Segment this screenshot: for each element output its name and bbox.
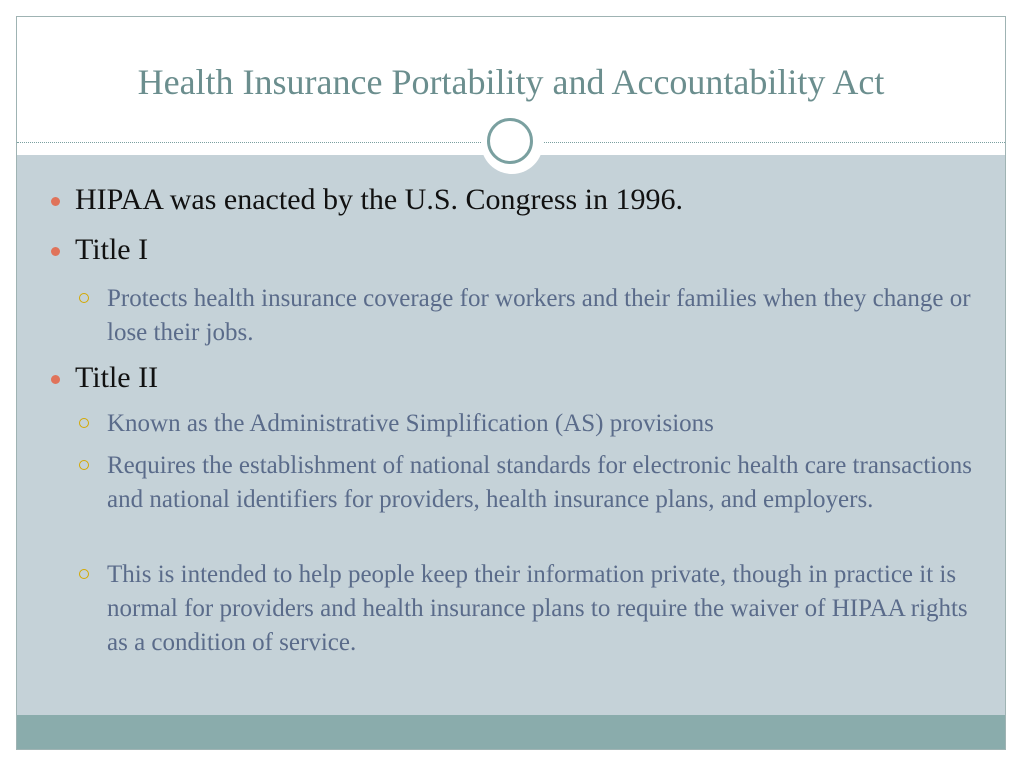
content-area [17,155,1005,715]
sub-bullet-text: Requires the establishment of national standards for electronic health care transactions and national identifiers for providers, health insurance plans, and employers. [107,452,972,513]
bullet-text: Title II [75,361,159,394]
decorative-circle-icon [487,118,533,164]
bullet-dot-icon [51,197,60,206]
sub-bullet-item-as-provisions [107,407,987,441]
sub-bullet-ring-icon [79,460,89,470]
sub-bullet-item-privacy [107,558,987,660]
bullet-item-enactment [75,183,683,217]
sub-bullet-ring-icon [79,418,89,428]
bullet-text: Title I [75,233,149,266]
sub-bullet-text: Protects health insurance coverage for workers and their families when they change or lose their jobs. [107,285,971,346]
bullet-item-title-1 [75,233,148,267]
sub-bullet-item-standards [107,449,987,517]
bullet-text: HIPAA was enacted by the U.S. Congress in 1996. [75,183,684,216]
slide-title: Health Insurance Portability and Accountability Act [137,62,885,102]
sub-bullet-item-title-1 [107,282,987,350]
bullet-dot-icon [51,247,60,256]
sub-bullet-text: This is intended to help people keep their information private, though in practice it is normal for providers and health insurance plans to require the waiver of HIPAA rights as a condition of service. [107,561,968,656]
sub-bullet-ring-icon [79,569,89,579]
bullet-item-title-2 [75,361,158,395]
slide [16,16,1006,750]
footer-band [17,715,1005,750]
bullet-dot-icon [51,375,60,384]
sub-bullet-ring-icon [79,293,89,303]
sub-bullet-text: Known as the Administrative Simplification (AS) provisions [107,410,714,437]
